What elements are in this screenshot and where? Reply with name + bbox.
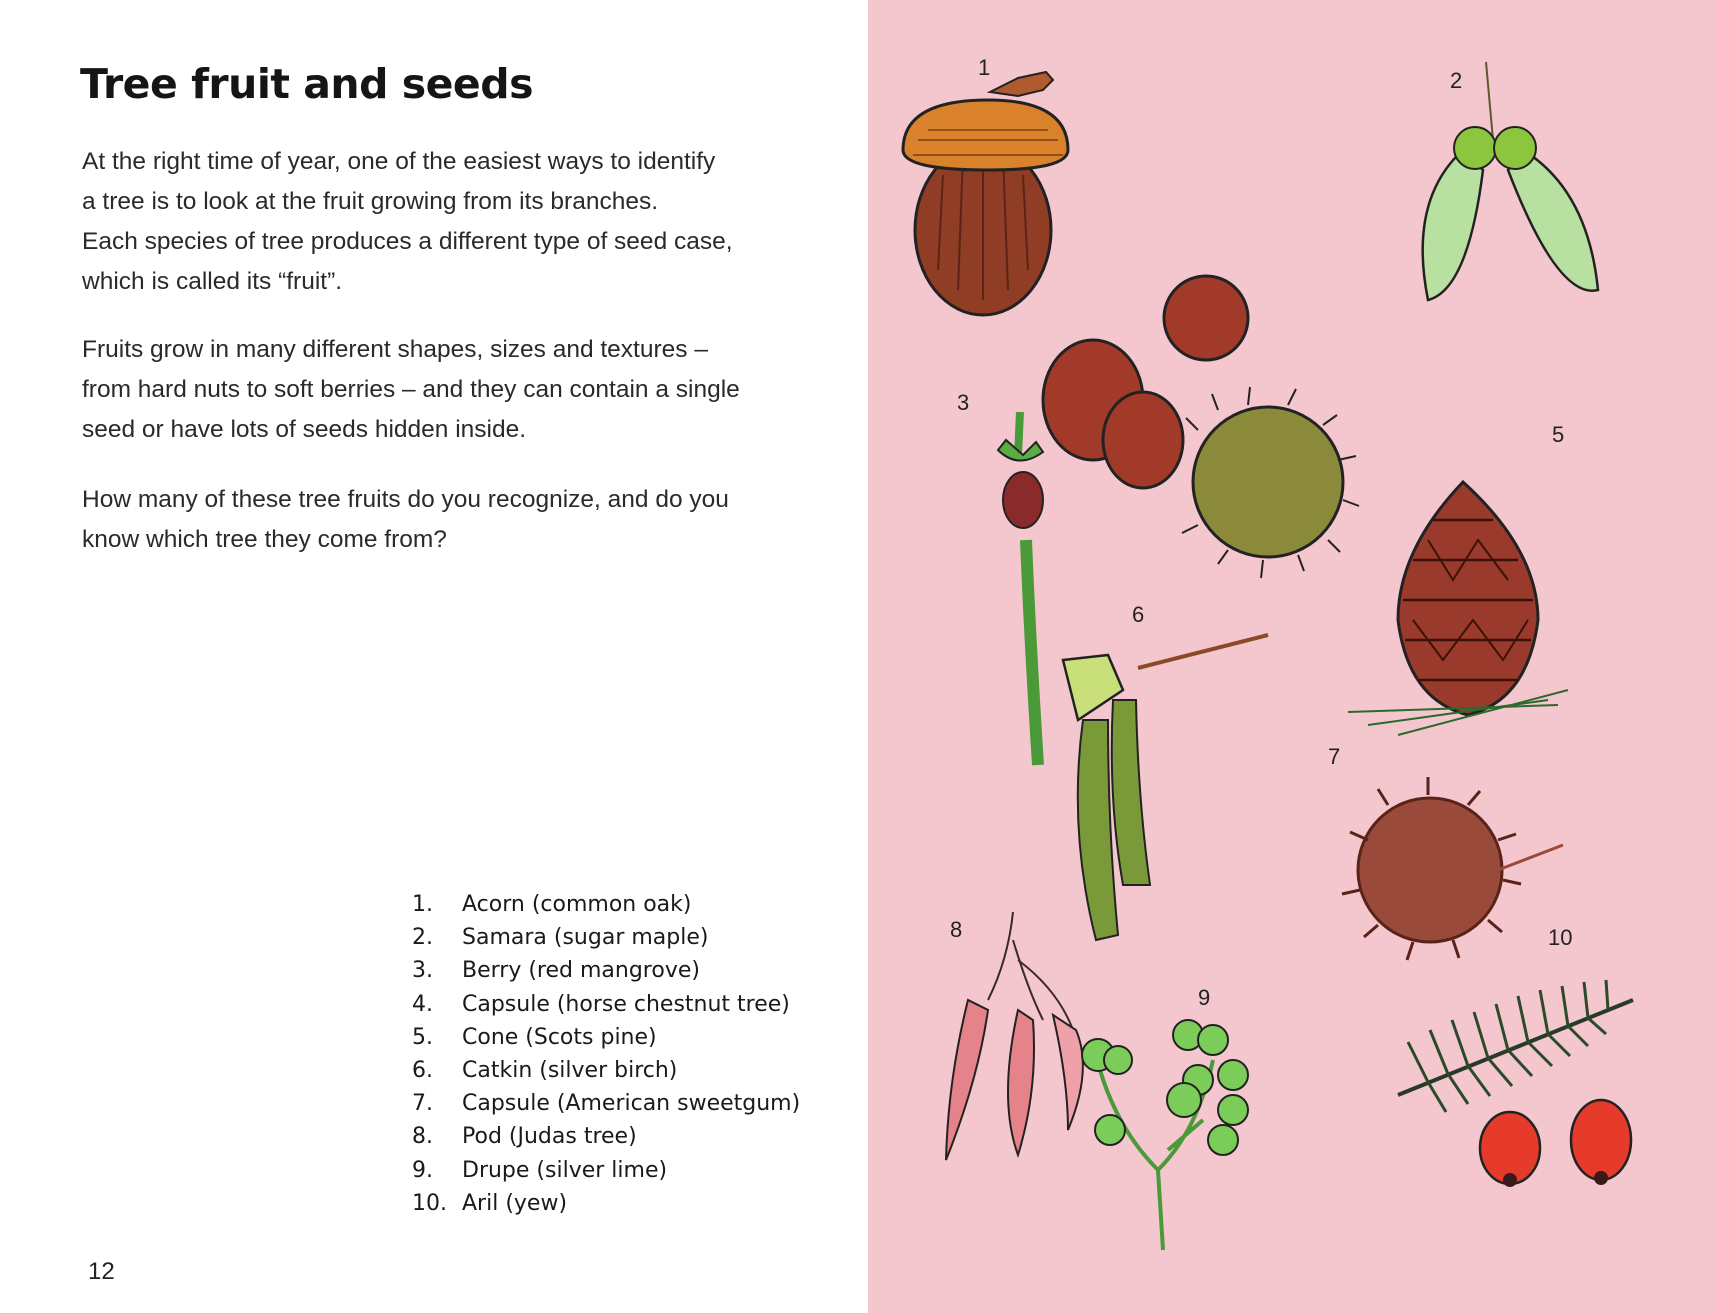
legend-item [412,888,800,921]
legend-item [412,1187,800,1220]
legend-text: Samara (sugar maple) [462,925,709,951]
legend-item [412,954,800,987]
figure-label-9: 9 [1198,985,1211,1010]
figure-label-6: 6 [1132,602,1145,627]
page-number: 12 [88,1258,115,1285]
question-paragraph [82,480,802,560]
text-line: which is called its “fruit”. [82,268,343,295]
catkin-illustration [1063,635,1268,940]
legend-item [412,1154,800,1187]
text-line: seed or have lots of seeds hidden inside. [82,416,527,443]
figure-label-10: 10 [1548,925,1573,950]
figure-label-2: 2 [1450,68,1463,93]
horse-chestnut-illustration [1043,276,1359,578]
legend-text: Capsule (horse chestnut tree) [462,991,790,1017]
legend-item [412,1021,800,1054]
judas-pod-illustration [946,912,1083,1160]
legend-number: 1. [412,892,433,917]
page-title: Tree fruit and seeds [80,60,533,108]
legend-text: Berry (red mangrove) [462,958,700,984]
figure-label-3: 3 [957,390,970,415]
legend-text: Pod (Judas tree) [462,1124,637,1150]
samara-illustration [1423,62,1598,300]
legend-number: 10. [412,1190,447,1216]
legend-item [412,988,800,1021]
legend-text: Acorn (common oak) [462,892,692,917]
legend-number: 7. [412,1091,433,1117]
text-line: How many of these tree fruits do you recognize, and do you [82,486,729,513]
legend-item [412,921,800,954]
legend-number: 5. [412,1024,433,1050]
figure-label-8: 8 [950,917,963,942]
legend-item [412,1120,800,1153]
legend-number: 8. [412,1124,433,1150]
text-line: from hard nuts to soft berries – and they can contain a single [82,376,740,403]
legend-item [412,1054,800,1087]
figure-label-7: 7 [1328,744,1341,769]
pine-cone-illustration [1348,482,1568,735]
legend-text: Catkin (silver birch) [462,1058,678,1084]
figure-label-5: 5 [1552,422,1565,447]
legend-number: 9. [412,1157,433,1183]
legend-number: 3. [412,958,433,984]
yew-aril-illustration [1398,980,1633,1187]
legend-item [412,1087,800,1120]
text-line: At the right time of year, one of the easiest ways to identify [82,148,716,175]
sweetgum-illustration [1342,777,1563,960]
legend-text: Cone (Scots pine) [462,1024,657,1050]
legend-number: 2. [412,925,433,951]
fruit-legend [412,888,800,1220]
legend-text: Capsule (American sweetgum) [462,1091,801,1117]
intro-paragraph [82,142,802,302]
text-line: a tree is to look at the fruit growing from its branches. [82,188,659,215]
silver-lime-drupe-illustration [1082,1020,1248,1250]
fruit-illustrations [868,0,1715,1313]
acorn-illustration [903,72,1068,315]
figure-label-1: 1 [978,55,991,80]
legend-text: Drupe (silver lime) [462,1157,668,1183]
legend-text: Aril (yew) [462,1190,568,1216]
legend-number: 4. [412,991,433,1017]
legend-number: 6. [412,1058,433,1084]
text-line: Each species of tree produces a different type of seed case, [82,228,733,255]
illustration-page [868,0,1715,1313]
shapes-paragraph [82,330,802,450]
text-line: Fruits grow in many different shapes, sizes and textures – [82,336,708,363]
text-line: know which tree they come from? [82,526,447,553]
mangrove-berry-illustration [998,412,1043,765]
